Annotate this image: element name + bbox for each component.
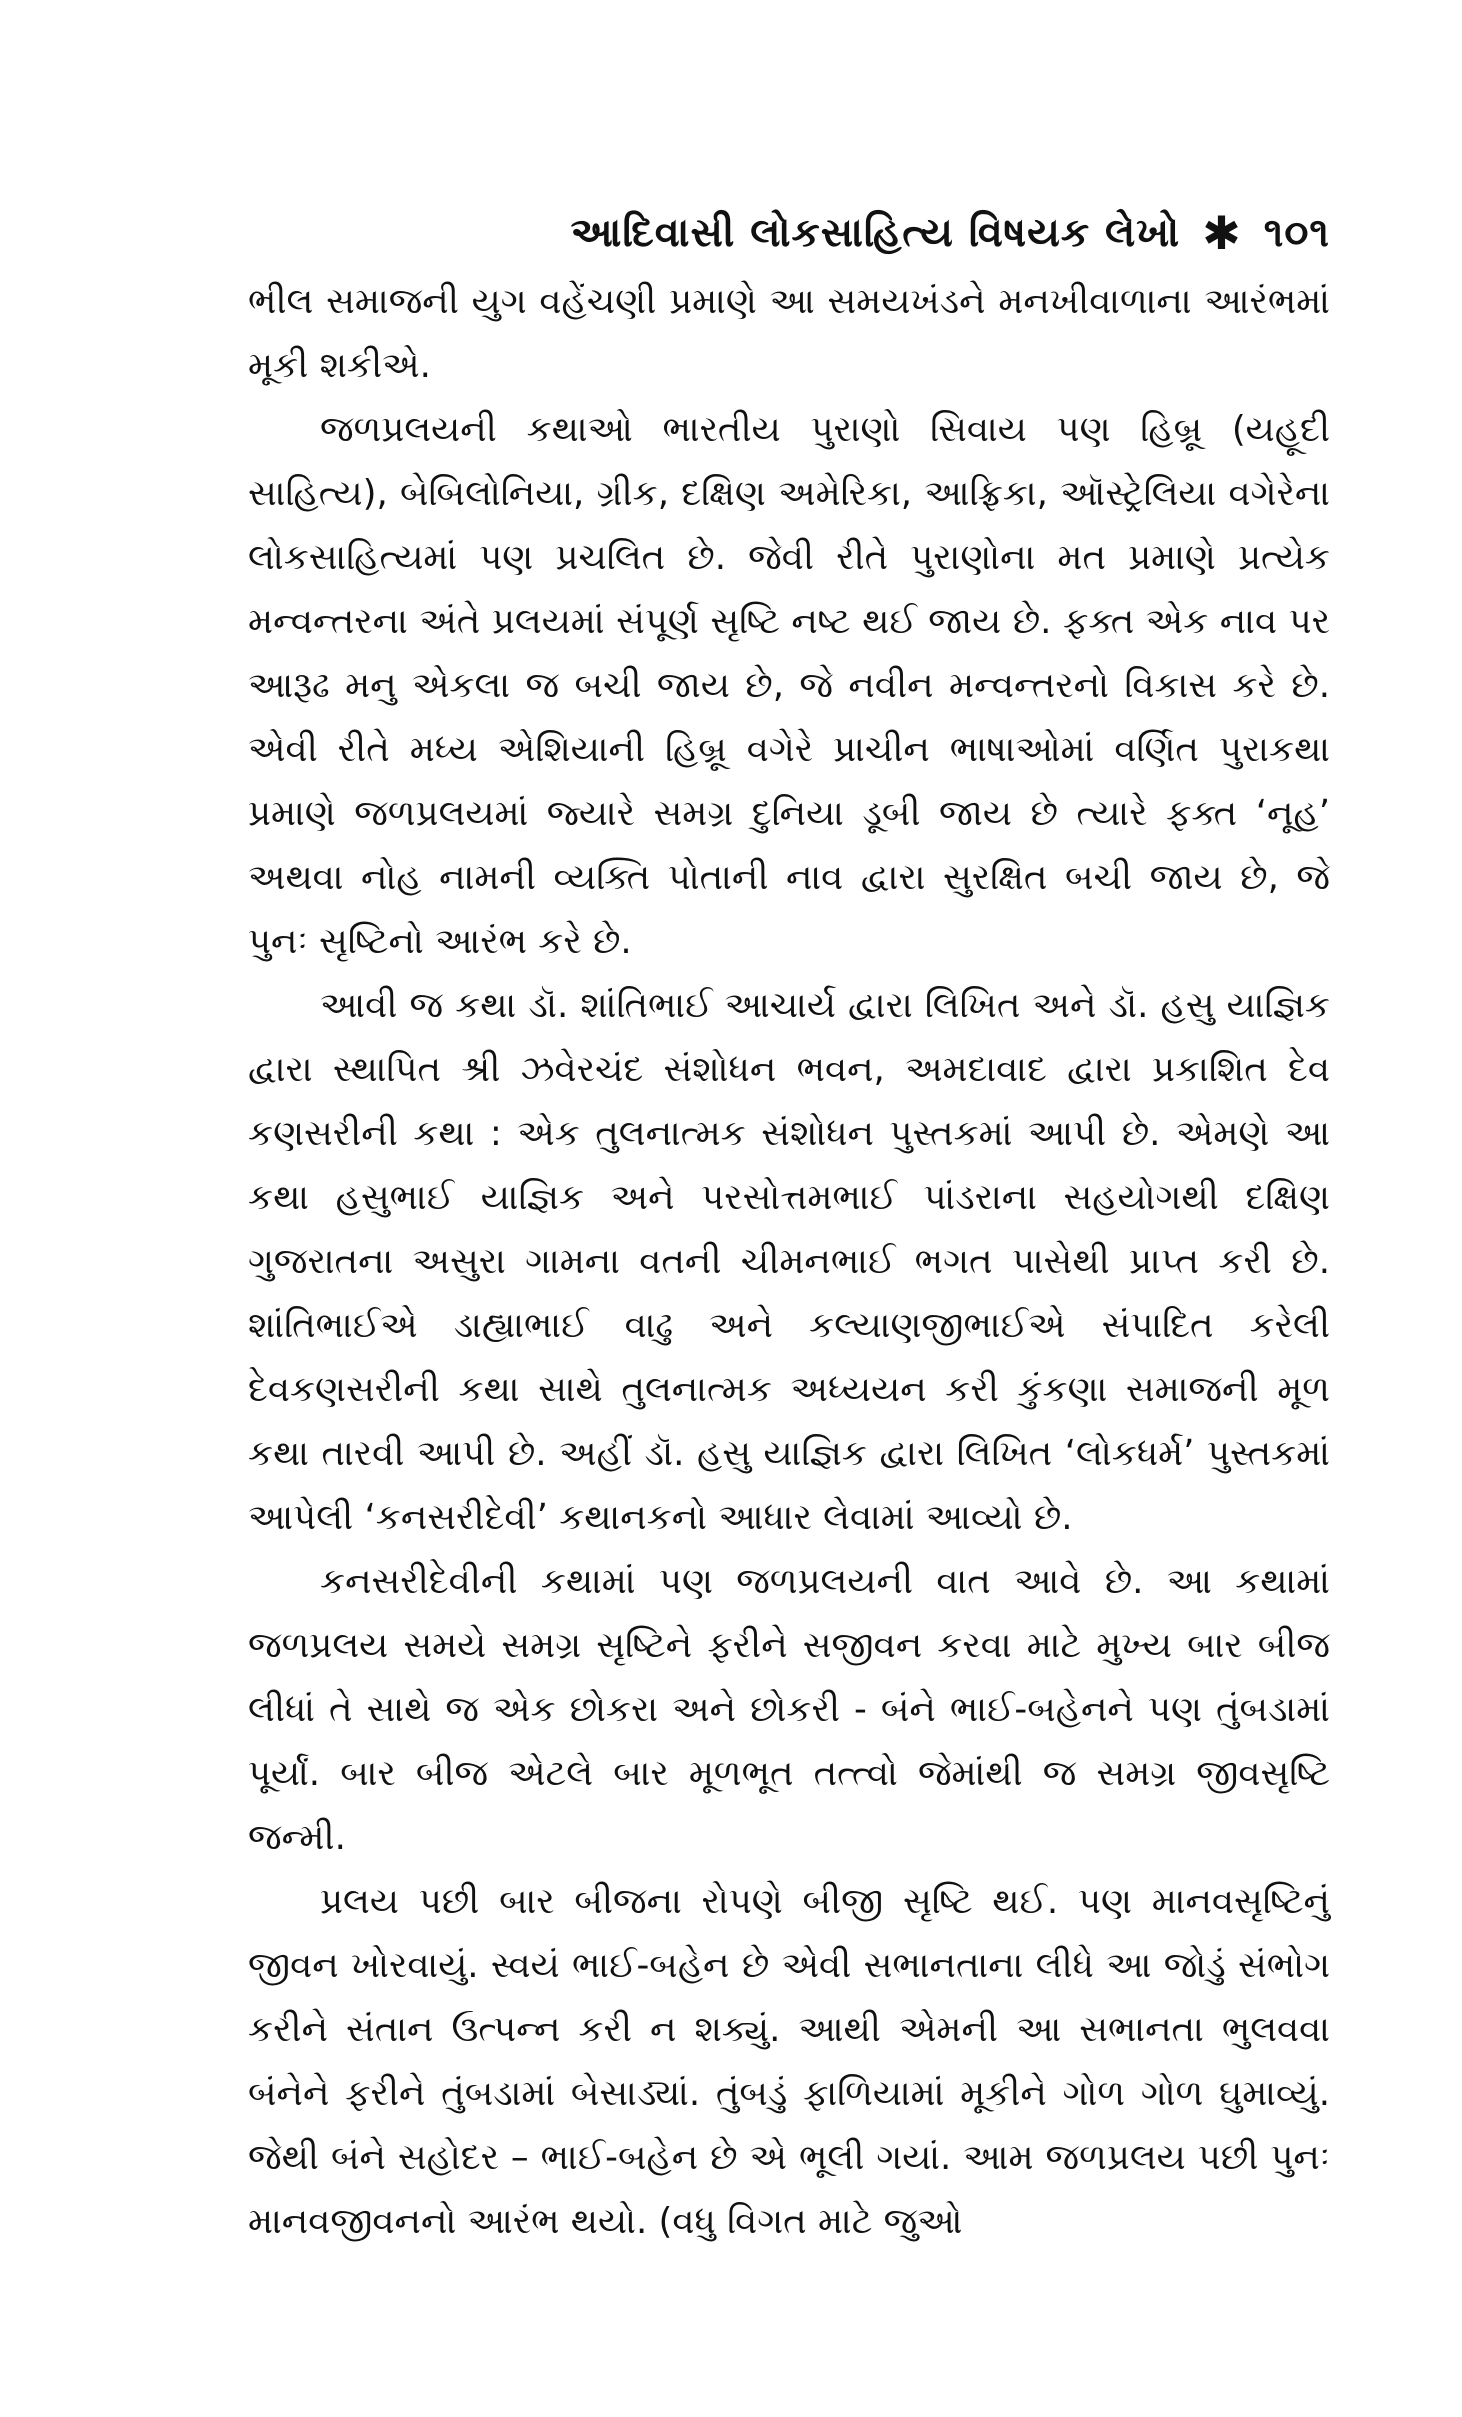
paragraph: કનસરીદેવીની કથામાં પણ જળપ્રલયની વાત આવે છે. આ કથામાં જળપ્રલય સમયે સમગ્ર સૃષ્ટિને ફરીને સજીવન કરવા માટે મુખ્ય બાર બીજ લીધાં તે સાથે જ એક છોકરા અને છોકરી - બંને ભાઈ-બહેનને પણ તુંબડામાં પૂર્યાં. બાર બીજ એટલે બાર મૂળભૂત તત્ત્વો જેમાંથી જ સમગ્ર જીવસૃષ્ટિ જન્મી. xyxy=(248,1561,1330,1858)
asterisk-icon: ✱ xyxy=(1202,206,1242,260)
paragraph: આવી જ કથા ડૉ. શાંતિભાઈ આચાર્ય દ્વારા લિખિત અને ડૉ. હસુ યાજ્ઞિક દ્વારા સ્થાપિત શ્રી ઝવેરચંદ સંશોધન ભવન, અમદાવાદ દ્વારા પ્રકાશિત દેવ કણસરીની કથા : એક તુલનાત્મક સંશોધન પુસ્તકમાં આપી છે. એમણે આ કથા હસુભાઈ યાજ્ઞિક અને પરસોત્તમભાઈ પાંડરાના સહયોગથી દક્ષિણ ગુજરાતના અસુરા ગામના વતની ચીમનભાઈ ભગત પાસેથી પ્રાપ્ત કરી છે. શાંતિભાઈએ ડાહ્યાભાઈ વાઢુ અને કલ્યાણજીભાઈએ સંપાદિત કરેલી દેવકણસરીની કથા સાથે તુલનાત્મક અધ્યયન કરી કુંકણા સમાજની મૂળ કથા તારવી આપી છે. અહીં ડૉ. હસુ યાજ્ઞિક દ્વારા લિખિત ‘લોકધર્મ’ પુસ્તકમાં આપેલી ‘કનસરીદેવી’ કથાનકનો આધાર લેવામાં આવ્યો છે. xyxy=(248,985,1330,1538)
paragraph: જળપ્રલયની કથાઓ ભારતીય પુરાણો સિવાય પણ હિબ્રૂ (યહૂદી સાહિત્ય), બેબિલોનિયા, ગ્રીક, દક્ષિણ અમેરિકા, આફ્રિકા, ઑસ્ટ્રેલિયા વગેરેના લોકસાહિત્યમાં પણ પ્રચલિત છે. જેવી રીતે પુરાણોના મત પ્રમાણે પ્રત્યેક મન્વન્તરના અંતે પ્રલયમાં સંપૂર્ણ સૃષ્ટિ નષ્ટ થઈ જાય છે. ફક્ત એક નાવ પર આરૂઢ મનુ એકલા જ બચી જાય છે, જે નવીન મન્વન્તરનો વિકાસ કરે છે. એવી રીતે મધ્ય એશિયાની હિબ્રૂ વગેરે પ્રાચીન ભાષાઓમાં વર્ણિત પુરાકથા પ્રમાણે જળપ્રલયમાં જ્યારે સમગ્ર દુનિયા ડૂબી જાય છે ત્યારે ફક્ત ‘નૂહ’ અથવા નોહ નામની વ્યક્તિ પોતાની નાવ દ્વારા સુરક્ષિત બચી જાય છે, જે પુનઃ સૃષ્ટિનો આરંભ કરે છે. xyxy=(248,409,1330,962)
body-text xyxy=(248,270,1330,2254)
running-header-title: આદિવાસી લોકસાહિત્ય વિષયક લેખો xyxy=(570,210,1181,256)
paragraph: ભીલ સમાજની યુગ વહેંચણી પ્રમાણે આ સમયખંડને મનખીવાળાના આરંભમાં મૂકી શકીએ. xyxy=(248,281,1330,386)
paragraph: પ્રલય પછી બાર બીજના રોપણે બીજી સૃષ્ટિ થઈ. પણ માનવસૃષ્ટિનું જીવન ખોરવાયું. સ્વયં ભાઈ-બહેન છે એવી સભાનતાના લીધે આ જોડું સંભોગ કરીને સંતાન ઉત્પન્ન કરી ન શક્યું. આથી એમની આ સભાનતા ભુલવવા બંનેને ફરીને તુંબડામાં બેસાડ્યાં. તુંબડું ફાળિયામાં મૂકીને ગોળ ગોળ ઘુમાવ્યું. જેથી બંને સહોદર – ભાઈ-બહેન છે એ ભૂલી ગયાં. આમ જળપ્રલય પછી પુનઃ માનવજીવનનો આરંભ થયો. (વધુ વિગત માટે જુઓ xyxy=(248,1881,1330,2242)
page-number: ૧૦૧ xyxy=(1263,210,1330,256)
running-header xyxy=(248,198,1330,268)
